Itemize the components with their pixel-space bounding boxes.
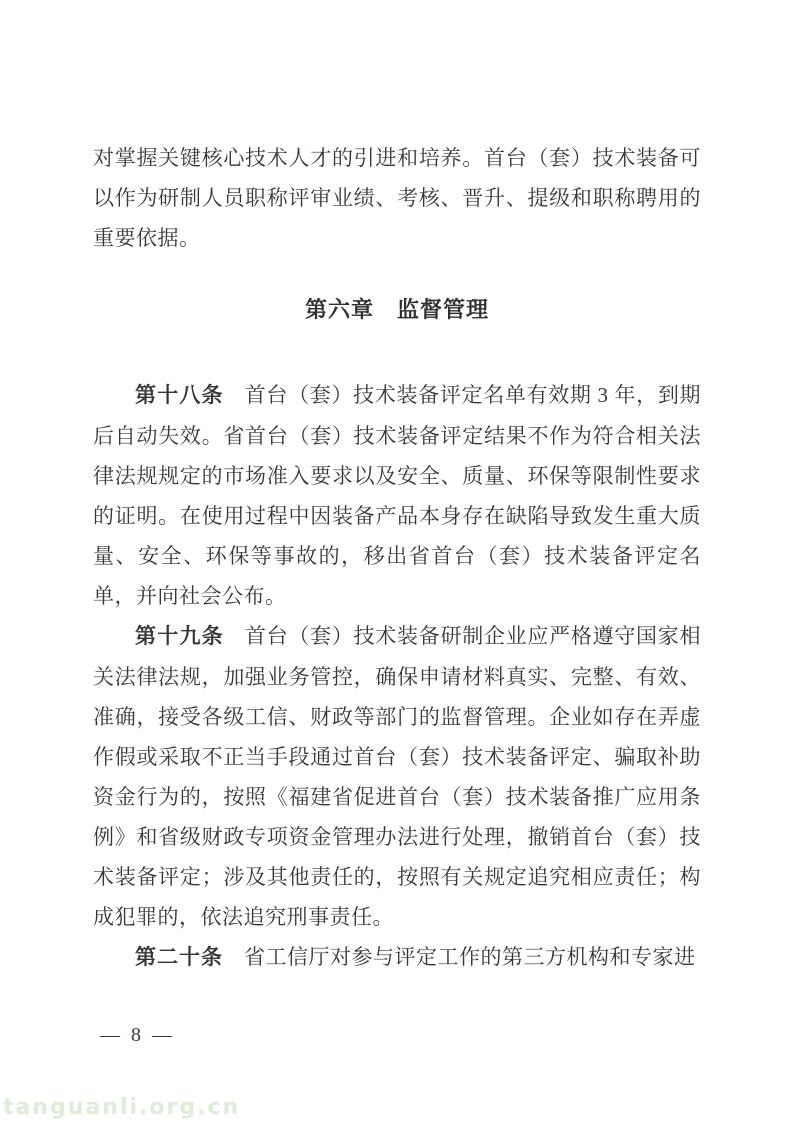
article-18-text: 首台（套）技术装备评定名单有效期 3 年，到期后自动失效。省首台（套）技术装备评定结果不作为符合相关法律法规规定的市场准入要求以及安全、质量、环保等限制性要求的证明。在使用过程中因装备产品本身存在缺陷导致发生重大质量、安全、环保等事故的，移出省首台（套）技术装备评定名单，并向社会公布。 <box>93 383 702 608</box>
article-19-number: 第十九条 <box>135 625 224 648</box>
article-20-text: 省工信厅对参与评定工作的第三方机构和专家进 <box>244 945 696 969</box>
article-18-number: 第十八条 <box>135 384 224 407</box>
page-number: — 8 — <box>100 1024 175 1046</box>
watermark: tanguanli.org.cn <box>3 1095 241 1120</box>
article-20-paragraph <box>93 937 701 978</box>
article-19-paragraph <box>93 616 701 937</box>
document-body <box>93 138 701 978</box>
article-19-text: 首台（套）技术装备研制企业应严格遵守国家相关法律法规，加强业务管控，确保申请材料真实、完整、有效、准确，接受各级工信、财政等部门的监督管理。企业如存在弄虚作假或采取不正当手段通过首台（套）技术装备评定、骗取补助资金行为的，按照《福建省促进首台（套）技术装备推广应用条例》和省级财政专项资金管理办法进行处理，撤销首台（套）技术装备评定；涉及其他责任的，按照有关规定追究相应责任；构成犯罪的，依法追究刑事责任。 <box>93 624 702 929</box>
article-20-number: 第二十条 <box>135 946 223 969</box>
article-18-paragraph <box>93 375 701 616</box>
chapter-heading: 第六章 监督管理 <box>304 297 489 322</box>
intro-paragraph: 对掌握关键核心技术人才的引进和培养。首台（套）技术装备可以作为研制人员职称评审业绩、考核、晋升、提级和职称聘用的重要依据。 <box>93 146 701 250</box>
